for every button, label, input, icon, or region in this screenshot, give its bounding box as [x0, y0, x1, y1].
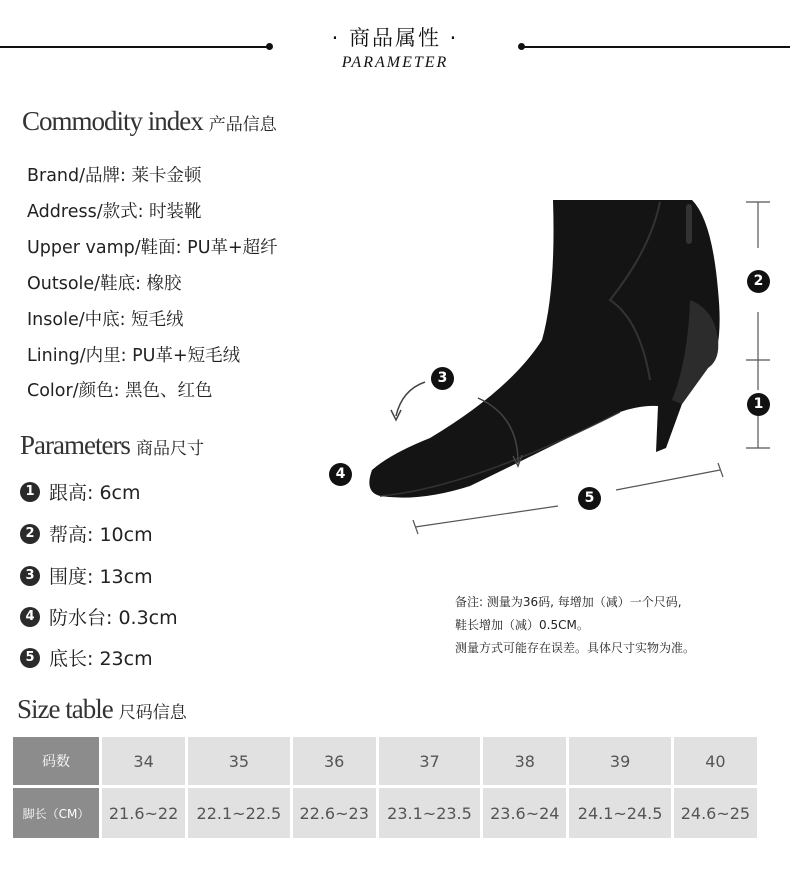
length-cell: 23.6~24 — [483, 788, 566, 838]
diagram-label-4: 4 — [329, 463, 352, 486]
length-cell: 24.6~25 — [674, 788, 757, 838]
boot-shape — [369, 200, 719, 498]
spec-style: Address/款式: 时装靴 — [27, 202, 202, 222]
spec-lining: Lining/内里: PU革+短毛绒 — [27, 346, 241, 366]
spec-insole: Insole/中底: 短毛绒 — [27, 310, 184, 330]
size-table-heading-en: Size table — [17, 694, 113, 724]
commodity-heading — [22, 106, 277, 137]
param-text: 跟高: 6cm — [49, 482, 141, 504]
length-line-right — [616, 470, 720, 490]
note-line-1: 备注: 测量为36码, 每增加（减）一个尺码, — [455, 595, 682, 609]
param-platform — [20, 603, 178, 630]
param-text: 防水台: 0.3cm — [49, 607, 178, 629]
diagram-label-3: 3 — [431, 367, 454, 390]
note-line-2: 鞋长增加（减）0.5CM。 — [455, 618, 589, 632]
table-row — [13, 737, 757, 785]
size-cell: 34 — [102, 737, 185, 785]
length-cell: 22.6~23 — [293, 788, 376, 838]
size-table — [10, 734, 760, 841]
size-row-header: 码数 — [13, 737, 99, 785]
length-line-left — [415, 506, 558, 527]
parameters-heading — [20, 430, 204, 461]
spec-brand: Brand/品牌: 莱卡金顿 — [27, 166, 202, 186]
note-line-3: 测量方式可能存在误差。具体尺寸实物为准。 — [455, 641, 696, 655]
boot-illustration — [320, 190, 790, 550]
boot-zipper-icon — [686, 204, 692, 244]
number-badge: 4 — [20, 607, 40, 627]
header-right-rule — [522, 46, 790, 48]
page-title: · 商品属性 · — [331, 26, 459, 50]
size-cell: 38 — [483, 737, 566, 785]
parameters-heading-cn: 商品尺寸 — [135, 439, 204, 459]
number-badge: 1 — [20, 482, 40, 502]
size-cell: 36 — [293, 737, 376, 785]
length-row-header: 脚长（CM） — [13, 788, 99, 838]
size-cell: 39 — [569, 737, 670, 785]
diagram-label-5: 5 — [578, 487, 601, 510]
size-table-heading-cn: 尺码信息 — [118, 703, 187, 723]
param-sole-length — [20, 644, 153, 671]
number-badge: 2 — [20, 524, 40, 544]
param-text: 底长: 23cm — [49, 648, 153, 670]
length-cell: 21.6~22 — [102, 788, 185, 838]
size-cell: 40 — [674, 737, 757, 785]
length-cell: 24.1~24.5 — [569, 788, 670, 838]
length-cell: 23.1~23.5 — [379, 788, 480, 838]
size-table-heading — [17, 694, 187, 725]
commodity-heading-en: Commodity index — [22, 106, 203, 136]
number-badge: 5 — [20, 648, 40, 668]
param-text: 帮高: 10cm — [49, 524, 153, 546]
size-cell: 35 — [188, 737, 289, 785]
parameters-heading-en: Parameters — [20, 430, 130, 460]
param-shaft-height — [20, 520, 153, 547]
page-subtitle: PARAMETER — [341, 54, 449, 71]
diagram-label-1: 1 — [747, 393, 770, 416]
table-row — [13, 788, 757, 838]
diagram-label-2: 2 — [747, 270, 770, 293]
spec-upper: Upper vamp/鞋面: PU革+超纤 — [27, 238, 278, 258]
number-badge: 3 — [20, 566, 40, 586]
param-text: 围度: 13cm — [49, 566, 153, 588]
size-cell: 37 — [379, 737, 480, 785]
spec-outsole: Outsole/鞋底: 橡胶 — [27, 274, 182, 294]
commodity-heading-cn: 产品信息 — [208, 115, 277, 135]
param-heel-height — [20, 478, 140, 505]
spec-color: Color/颜色: 黑色、红色 — [27, 381, 213, 401]
length-cell: 22.1~22.5 — [188, 788, 289, 838]
param-circumference — [20, 562, 153, 589]
